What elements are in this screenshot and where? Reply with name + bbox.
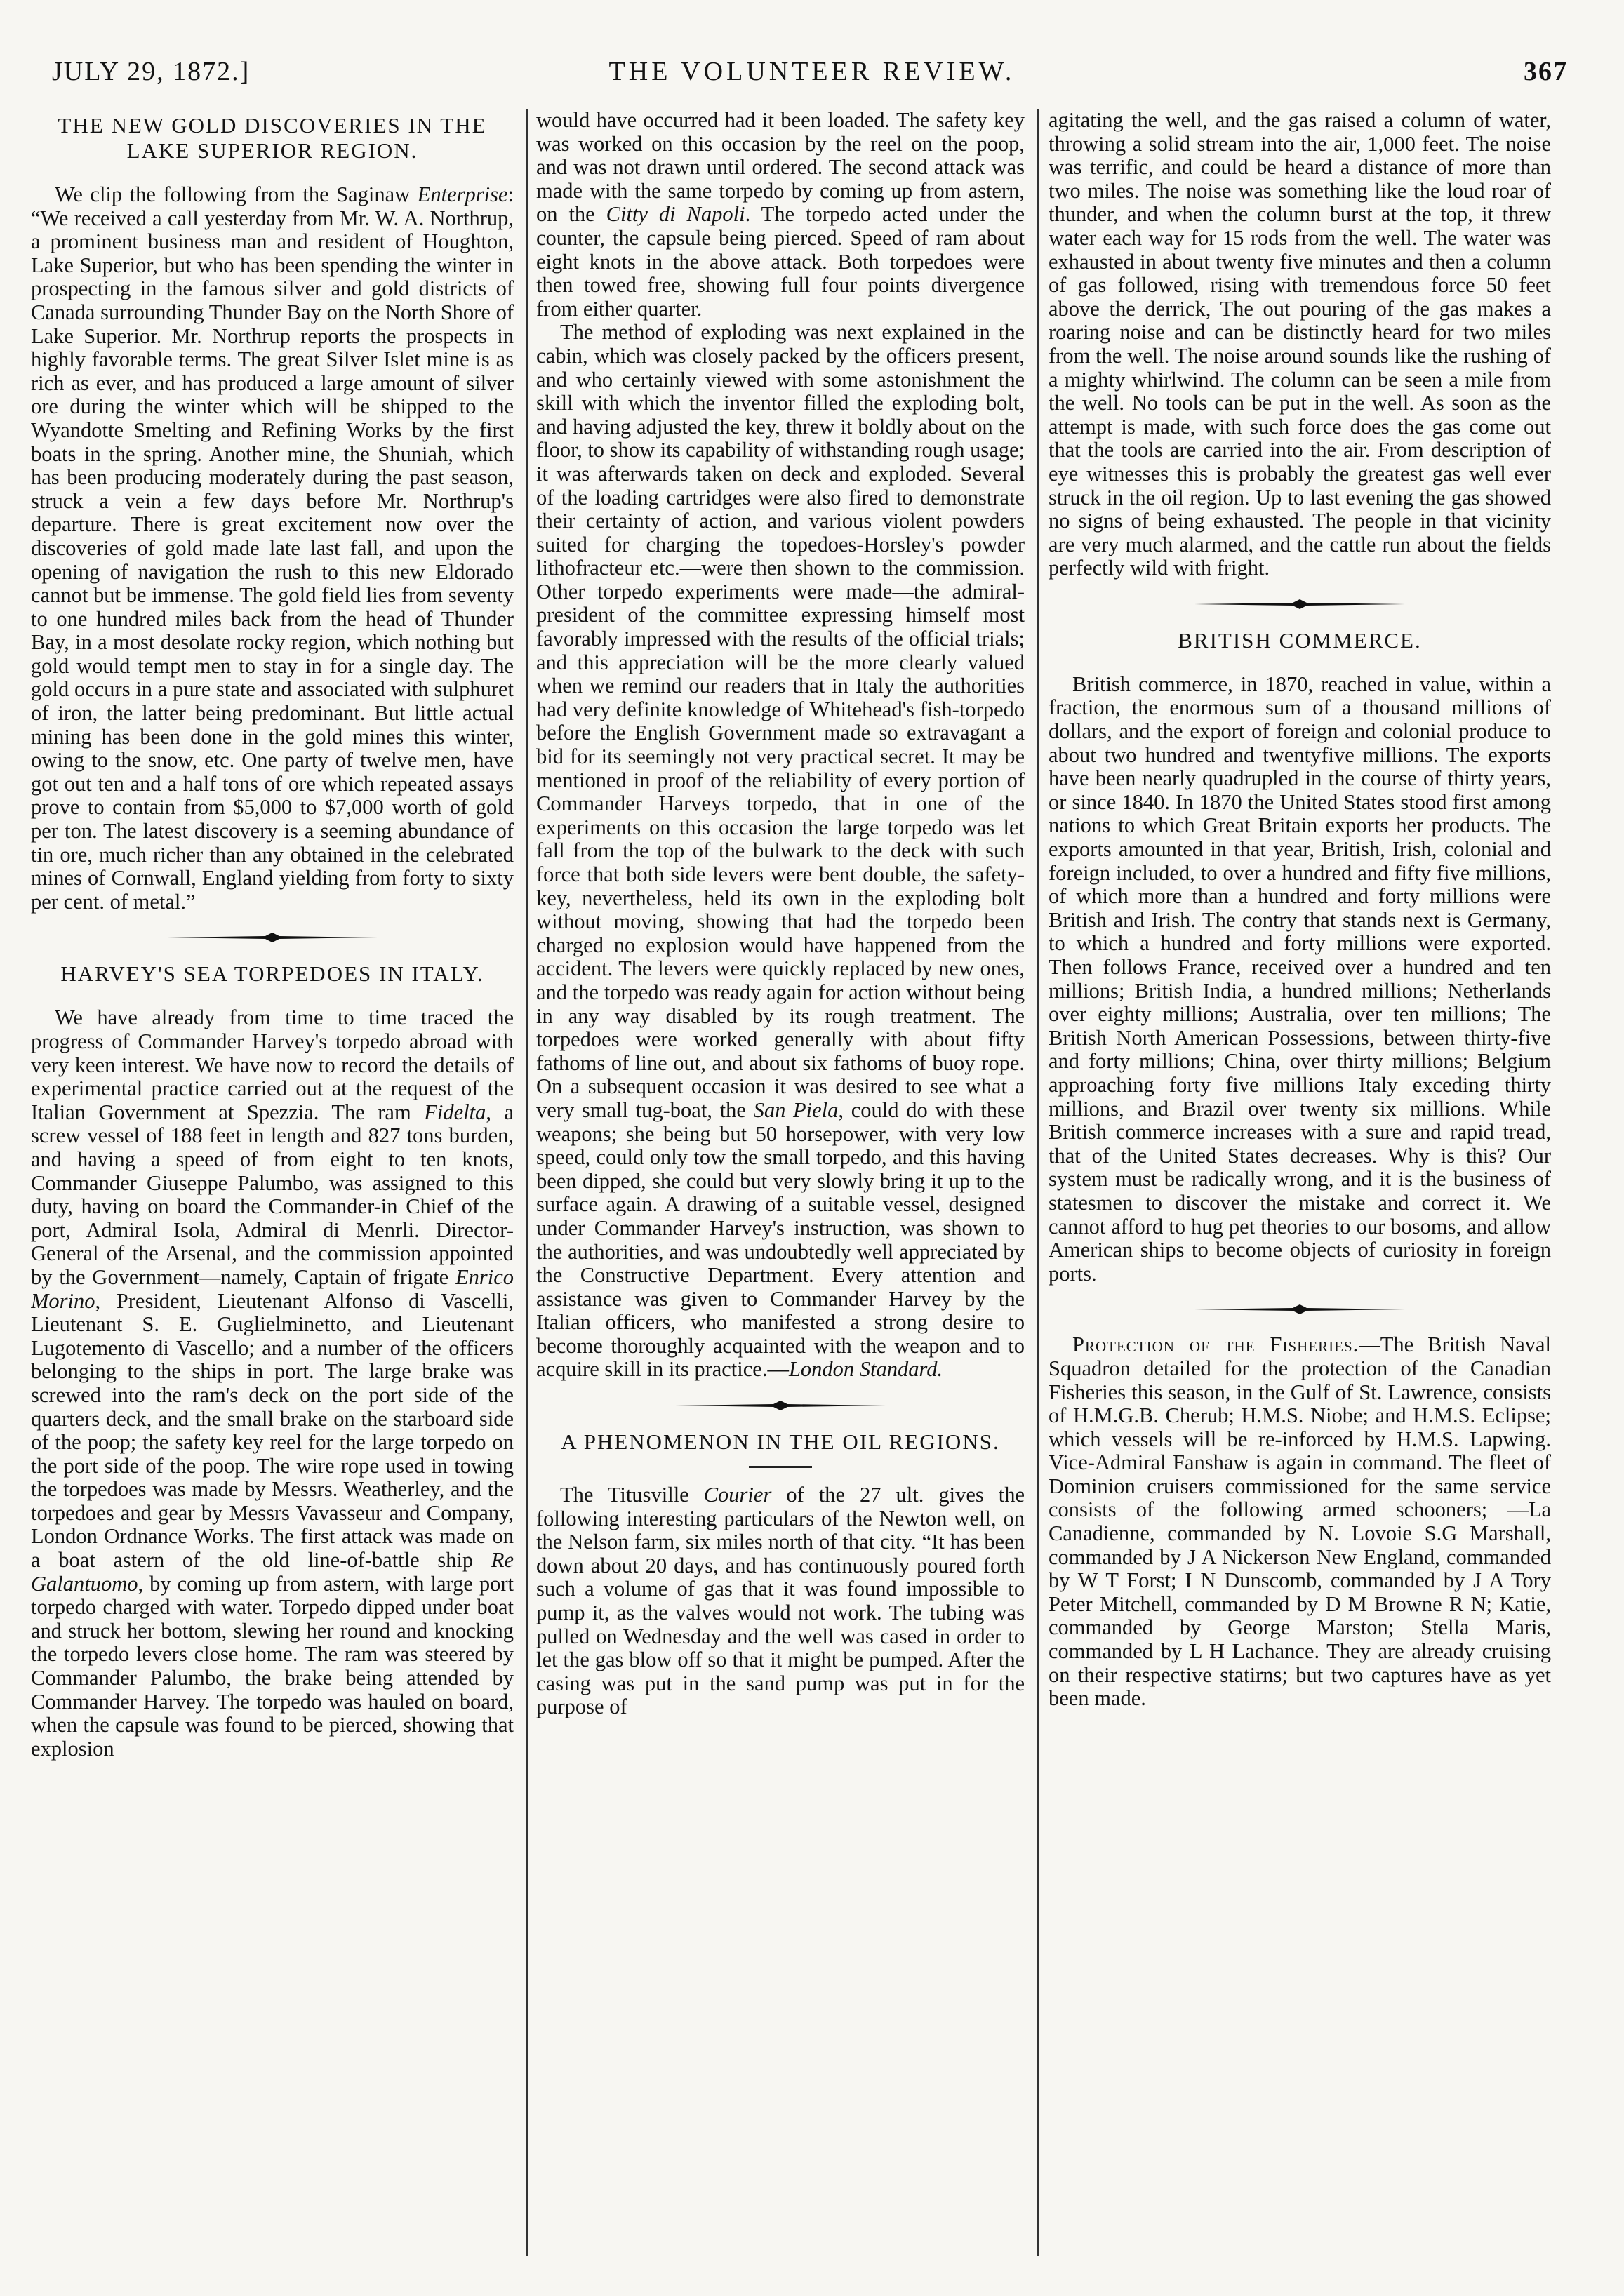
torpedoes-heading: HARVEY'S SEA TORPEDOES IN ITALY. (60, 961, 484, 987)
publication-title: THE VOLUNTEER REVIEW. (608, 57, 1016, 86)
section-divider-ornament (167, 932, 378, 943)
column-divider (1037, 109, 1039, 2256)
fisheries-lead: Protection of the Fisheries. (1072, 1333, 1359, 1357)
section-divider-ornament (1194, 1304, 1405, 1315)
oil-regions-heading: A PHENOMENON IN THE OIL REGIONS. (561, 1429, 1000, 1455)
article-columns (31, 109, 1593, 2270)
heading-rule (749, 1466, 812, 1468)
torpedoes-body-continued: would have occurred had it been loaded. The safety key was worked on this occasion by the reel on the poop, and was not drawn until ordered. The second attack was made with the same torpedo by coming up from astern, on the Citty di Napoli. The torpedo acted under the counter, the capsule being pierced. Speed of ram about eight knots in the above attack. Both torpedoes were then towed free, showing full four points divergence from either quarter. (536, 109, 1025, 321)
gold-discoveries-heading: THE NEW GOLD DISCOVERIES IN THE LAKE SUPERIOR REGION. (58, 113, 487, 163)
oil-regions-body-continued: agitating the well, and the gas raised a column of water, throwing a solid stream into the air, 1,000 feet. The noise was terrific, and could be heard a distance of more than two miles. The noise was something like the loud roar of thunder, and when the column burst at the top, it threw water each way for 15 rods from the well. The water was exhausted in about twenty five minutes and then a column of gas followed, rising with tremendous force 50 feet above the derrick, The out pouring of the gas makes a roaring noise and can be distinctly heard for two miles from the well. The noise around sounds like the rushing of a mighty whirlwind. The column can be seen a mile from the well. No tools can be put in the well. As soon as the attempt is made, with such force does the gas come out that the tools are carried into the air. From description of eye witnesses this is probably the greatest gas well ever struck in the oil region. Up to last evening the gas showed no signs of being exhausted. The people in that vicinity are very much alarmed, and the cattle run about the fields perfectly wild with fright. (1049, 109, 1551, 580)
section-divider-ornament (675, 1400, 886, 1411)
page-number: 367 (1524, 57, 1568, 86)
fisheries-item: Protection of the Fisheries.—The British Naval Squadron detailed for the protection of the Canadian Fisheries this season, in the Gulf of St. Lawrence, consists of H.M.G.B. Cherub; H.M.S. Niobe; and H.M.S. Eclipse; which vessels will be re-inforced by H.M.S. Lapwing. Vice-Admiral Fanshaw is again in command. The fleet of Dominion cruisers commissioned for the same service consists of the following armed schooners; —La Canadienne, commanded by N. Lovoie S.G Marshall, commanded by J A Nickerson New England, commanded by W T Forst; I N Dunscomb, commanded by J A Tory Peter Mitchell, commanded by D M Browne R N; Katie, commanded by George Marston; Stella Maris, commanded by L H Lachance. They are already cruising on their respective statirns; but two captures have as yet been made. (1049, 1333, 1551, 1711)
torpedoes-body-paragraph-2: The method of exploding was next explained in the cabin, which was closely packed by the officers present, and who certainly viewed with some astonishment the skill with which the inventor filled the exploding bolt, and having adjusted the key, threw it boldly about on the floor, to show its capability of withstanding rough usage; it was afterwards taken on deck and exploded. Several of the loading cartridges were also fired to demonstrate their certainty of action, and various violent powders suited for charging the topedoes-Horsley's powder lithofracteur etc.—were then shown to the commission. Other torpedo experiments were made—the admiral-president of the committee expressing himself most favorably impressed with the results of the official trials; and this appreciation will be the more clearly valued when we remind our readers that in Italy the authorities had very definite knowledge of Whitehead's fish-torpedo before the English Government made so extravagant a bid for its seemingly not very practical secret. It may be mentioned in proof of the reliability of every portion of Commander Harveys torpedo, that in one of the experiments on this occasion the large torpedo was let fall from the top of the bulwark to the deck with such force that both side levers were bent double, the safety-key, nevertheless, held its own in the exploding bolt without moving, showing that had the torpedo been charged no explosion would have happened from the accident. The levers were quickly replaced by new ones, and the torpedo was ready again for action without being in any way disabled by its rough treatment. The torpedoes were worked generally with about fifty fathoms of line out, and about six fathoms of buoy rope. On a subsequent occasion it was desired to see what a very small tug-boat, the San Piela, could do with these weapons; she being but 50 horsepower, with very low speed, could only tow the small torpedo, and this having been dipped, she could but very slowly bring it up to the surface again. A drawing of a suitable vessel, designed under Commander Harvey's instruction, was shown to the authorities, and was undoubtedly well appreciated by the Constructive Department. Every attention and assistance was given to Commander Harvey by the Italian officers, who manifested a strong desire to become thoroughly acquainted with the weapon and to acquire skill in its practice.—London Standard. (536, 320, 1025, 1382)
column-1 (31, 109, 514, 2270)
section-divider-ornament (1194, 599, 1405, 610)
torpedoes-body: We have already from time to time traced the progress of Commander Harvey's torpedo abroad with very keen interest. We have now to record the details of experimental practice carried out at the request of the Italian Government at Spezzia. The ram Fidelta, a screw vessel of 188 feet in length and 827 tons burden, and having a speed of from eight to ten knots, Commander Giuseppe Palumbo, was assigned to this duty, having on board the Commander-in Chief of the port, Admiral Isola, Admiral di Menrli. Director-General of the Arsenal, and the commission appointed by the Government—namely, Captain of frigate Enrico Morino, President, Lieutenant Alfonso di Vascelli, Lieutenant S. E. Guglielminetto, and Lieutenant Lugotemento di Vascello; and a number of the officers belonging to the ships in port. The large brake was screwed into the ram's deck on the port side of the quarters deck, and the small brake on the starboard side of the poop; the safety key reel for the large torpedo on the port side of the poop. The wire rope used in towing the torpedoes was made by Messrs. Weatherley, and the torpedoes and gear by Messrs Vavasseur and Company, London Ordnance Works. The first attack was made on a boat astern of the old line-of-battle ship Re Galantuomo, by coming up from astern, with large port torpedo charged with water. Torpedo dipped under boat and struck her bottom, slewing her round and knocking the torpedo levers close home. The ram was steered by Commander Palumbo, the brake being attended by Commander Harvey. The torpedo was hauled on board, when the capsule was found to be pierced, showing that explosion (31, 1006, 514, 1761)
column-3 (1049, 109, 1551, 2270)
issue-date: JULY 29, 1872.] (52, 57, 251, 86)
oil-regions-body: The Titusville Courier of the 27 ult. gives the following interesting particulars of the Newton well, on the Nelson farm, six miles north of that city. “It has been down about 20 days, and has continuously poured forth such a volume of gas that it was found impossible to pump it, as the valves would not work. The tubing was pulled on Wednesday and the well was cased in order to let the gas blow off so that it might be pumped. After the casing was put in the sand pump was put in for the purpose of (536, 1483, 1025, 1719)
gold-discoveries-body: We clip the following from the Saginaw Enterprise: “We received a call yesterday from Mr. W. A. Northrup, a prominent business man and resident of Houghton, Lake Superior, but who has been spending the winter in prospecting in the famous silver and gold districts of Canada surrounding Thunder Bay on the North Shore of Lake Superior. Mr. Northrup reports the prospects in highly favorable terms. The great Silver Islet mine is as rich as ever, and has produced a large amount of silver ore during the winter which will be shipped to the Wyandotte Smelting and Refining Works by the first boats in the spring. Another mine, the Shuniah, which has been producing moderately during the past season, struck a vein a few days before Mr. Northrup's departure. There is great excitement now over the discoveries of gold made late last fall, and upon the opening of navigation the rush to this new Eldorado cannot but be immense. The gold field lies from seventy to one hundred miles back from the head of Thunder Bay, in a most desolate rocky region, which nothing but gold would tempt men to stay in for a single day. The gold occurs in a pure state and associated with sulphuret of iron, the latter being predominant. But little actual mining has been done in the gold mines this winter, owing to the snow, etc. One party of twelve men, have got out ten and a half tons of ore which repeated assays prove to contain from $5,000 to $7,000 worth of gold per ton. The latest discovery is a seeming abundance of tin ore, much richer than any obtained in the celebrated mines of Cornwall, England yielding from forty to sixty per cent. of metal.” (31, 182, 514, 914)
column-divider (526, 109, 528, 2256)
british-commerce-heading: BRITISH COMMERCE. (1178, 627, 1422, 653)
column-2 (536, 109, 1025, 2270)
british-commerce-body: British commerce, in 1870, reached in value, within a fraction, the enormous sum of a thousand millions of dollars, and the export of foreign and colonial produce to about two hundred and twentyfive millions. The exports have been nearly quadrupled in the course of thirty years, or since 1840. In 1870 the United States stood first among nations to which Great Britain exports her products. The exports amounted in that year, British, Irish, colonial and foreign included, to over a hundred and fifty five millions, of which more than a hundred and forty millions were British and Irish. The contry that stands next is Germany, to which a hundred and forty millions were exported. Then follows France, received over a hundred and ten millions; British India, a hundred millions; Netherlands over eighty millions; Australia, over ten millions; The British North American Possessions, between thirty-five and forty millions; China, over thirty millions; Belgium approaching forty five millions Italy exceding thirty millions, and Brazil over twenty six millions. While British commerce increases with a sure and rapid tread, that of the United States decreases. Why is this? Our system must be radically wrong, and it is the business of statesmen to discover the mistake and correct it. We cannot afford to hug pet theories to our bosoms, and allow American ships to become objects of curiosity in foreign ports. (1049, 672, 1551, 1286)
page-header (31, 49, 1593, 91)
